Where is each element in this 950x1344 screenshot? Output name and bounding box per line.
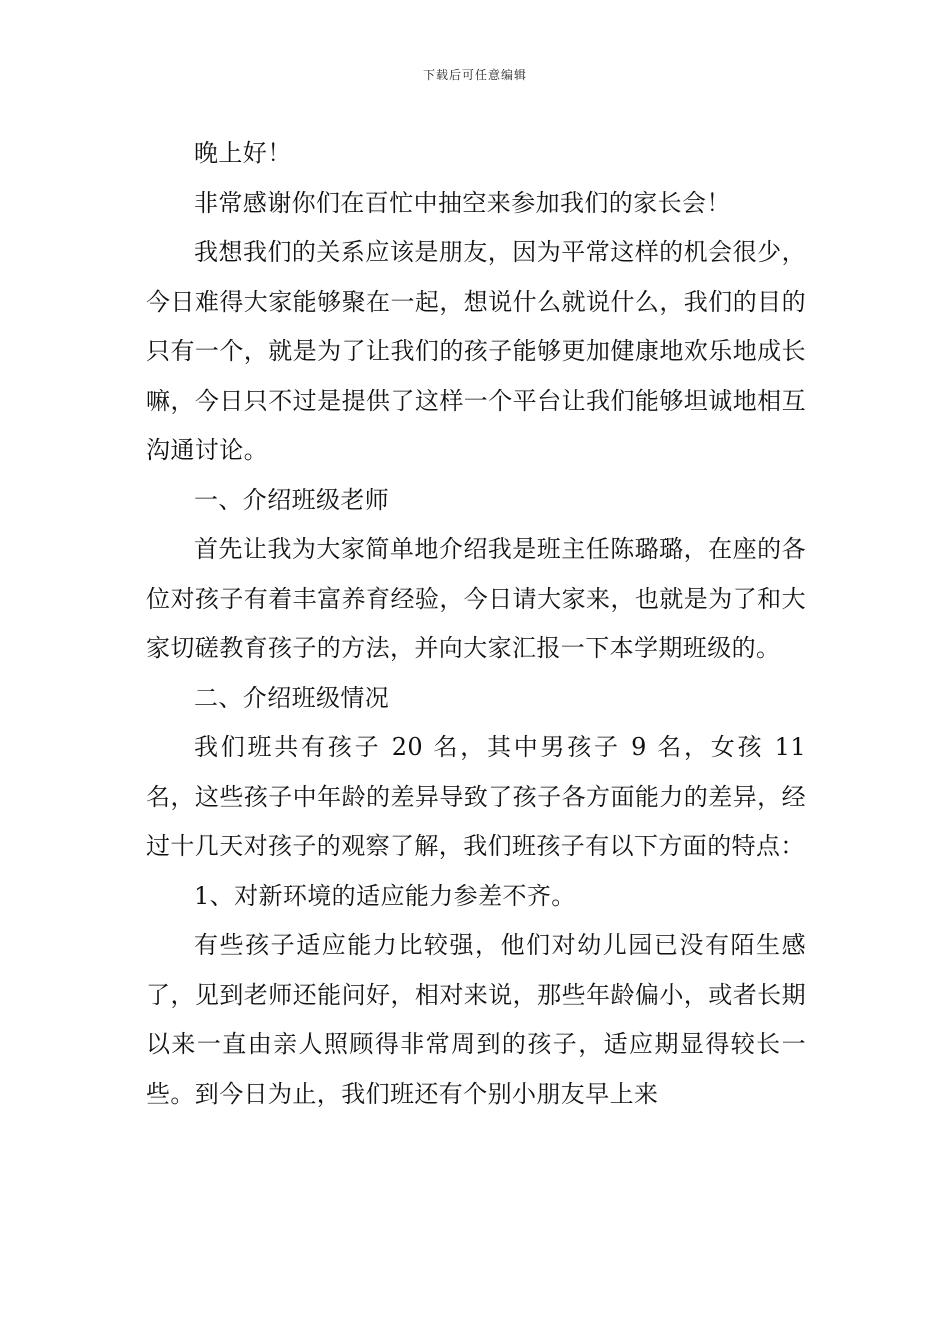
paragraph-thanks: 非常感谢你们在百忙中抽空来参加我们的家长会！ — [194, 188, 731, 217]
paragraph-relationship: 我想我们的关系应该是朋友，因为平常这样的机会很少，今日难得大家能够聚在一起，想说什么就说什么，我们的目的只有一个，就是为了让我们的孩子能够更加健康地欢乐地成长嘛，今日只不过是提供了这样一个平台让我们能够坦诚地相互沟通讨论。 — [146, 238, 806, 464]
section-heading-class: 二、介绍班级情况 — [194, 683, 390, 712]
paragraph-class-overview: 我们班共有孩子 20 名，其中男孩子 9 名，女孩 11 名，这些孩子中年龄的差异导致了孩子各方面能力的差异，经过十几天对孩子的观察了解，我们班孩子有以下方面的特点： — [146, 733, 806, 860]
paragraph-greeting: 晚上好！ — [194, 139, 292, 167]
section-heading-teachers: 一、介绍班级老师 — [194, 485, 390, 514]
paragraph-teacher-intro: 首先让我为大家简单地介绍我是班主任陈璐璐，在座的各位对孩子有着丰富养育经验，今日请大家来，也就是为了和大家切磋教育孩子的方法，并向大家汇报一下本学期班级的。 — [146, 535, 806, 662]
subheading-adaptability: 1、对新环境的适应能力参差不齐。 — [194, 881, 576, 910]
document-body — [146, 129, 806, 1119]
paragraph-adaptability: 有些孩子适应能力比较强，他们对幼儿园已没有陌生感了，见到老师还能问好，相对来说，那些年龄偏小，或者长期以来一直由亲人照顾得非常周到的孩子，适应期显得较长一些。到今日为止，我们班还有个别小朋友早上来 — [146, 931, 806, 1108]
page-header: 下载后可任意编辑 — [422, 68, 527, 82]
